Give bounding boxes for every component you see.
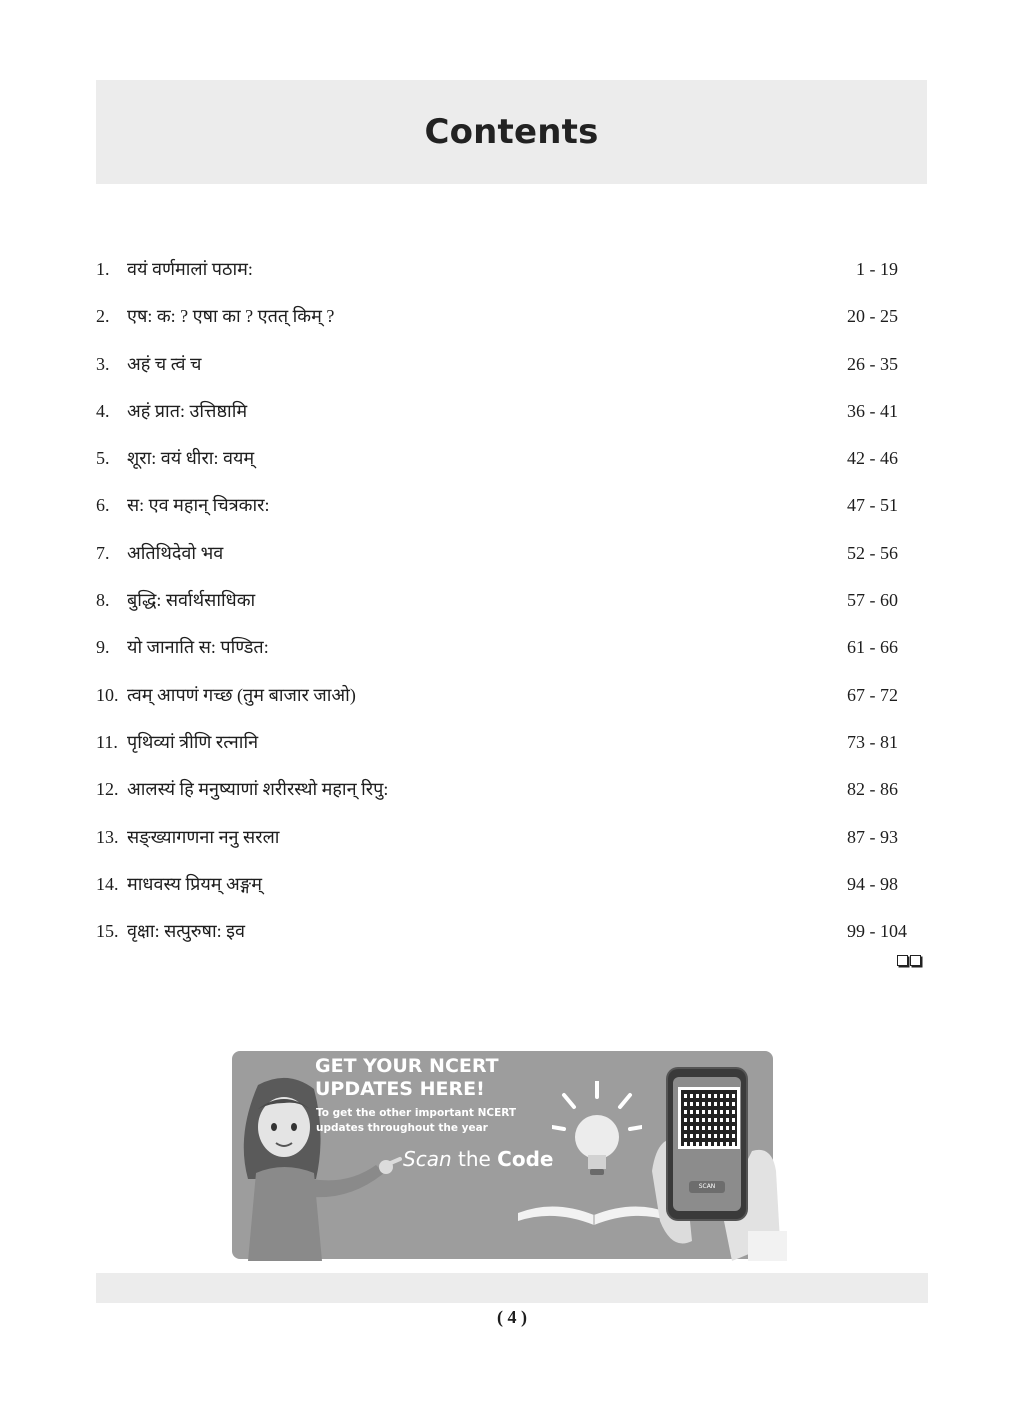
toc-row [96,719,916,766]
toc-title: अहं च त्वं च [127,353,202,374]
toc-number: 8. [96,590,110,611]
toc-title: सङ्ख्यागणना ननु सरला [127,826,280,847]
code-word: Code [497,1147,554,1171]
smartphone-icon [668,1069,746,1219]
header-band [96,80,927,184]
toc-title: अहं प्रात: उत्तिष्ठामि [127,400,248,421]
toc-number: 10. [96,684,119,705]
toc-row [96,814,916,861]
toc-row [96,530,916,577]
toc-pages: 61 - 66 [847,637,898,658]
toc-title: त्वम् आपणं गच्छ (तुम बाजार जाओ) [127,684,356,705]
footer-band [96,1273,928,1303]
toc-pages: 42 - 46 [847,448,898,469]
banner-subtext [316,1106,566,1136]
scan-word: Scan [403,1147,452,1171]
phone-screen [673,1077,741,1211]
toc-row [96,293,916,340]
toc-number: 3. [96,353,110,374]
toc-pages: 73 - 81 [847,731,898,752]
toc-number: 9. [96,637,110,658]
toc-title: एष: क: ? एषा का ? एतत् किम् ? [127,306,335,327]
page-title: Contents [424,112,599,152]
toc-row [96,577,916,624]
toc-title: बुद्धि: सर्वार्थसाधिका [127,590,256,611]
toc-row [96,766,916,813]
toc-pages: 1 - 19 [856,259,898,279]
toc-row [96,908,916,955]
toc-number: 4. [96,400,110,421]
toc-row [96,861,916,908]
toc-pages: 82 - 86 [847,779,898,800]
toc-pages: 36 - 41 [847,400,898,421]
toc-row [96,435,916,482]
toc-pages: 94 - 98 [847,873,898,894]
toc-title: शूरा: वयं धीरा: वयम् [127,448,255,469]
toc-row [96,341,916,388]
table-of-contents [96,246,916,955]
banner-subtext-line: updates throughout the year [316,1122,488,1134]
toc-row [96,388,916,435]
toc-pages: 47 - 51 [847,495,898,516]
toc-title: आलस्यं हि मनुष्याणां शरीरस्थो महान् रिपु: [127,779,389,800]
girl-illustration [218,1075,408,1261]
toc-row [96,246,916,293]
toc-title: माधवस्य प्रियम् अङ्गम् [127,873,262,894]
toc-pages: 67 - 72 [847,684,898,705]
toc-number: 6. [96,495,110,516]
ncert-updates-banner[interactable] [232,1051,773,1259]
toc-number: 2. [96,306,110,327]
toc-pages: 52 - 56 [847,542,898,563]
banner-headline-line: GET YOUR NCERT [315,1055,499,1077]
toc-number: 12. [96,779,119,800]
qr-code-icon[interactable] [678,1087,740,1149]
toc-number: 1. [96,259,110,279]
toc-number: 7. [96,542,110,563]
banner-subtext-line: To get the other important NCERT [316,1107,517,1119]
square-bullet-icon [910,955,921,966]
toc-number: 5. [96,448,110,469]
toc-number: 13. [96,826,119,847]
toc-row [96,482,916,529]
page-number: ( 4 ) [497,1307,527,1327]
toc-row [96,624,916,671]
banner-headline-line: UPDATES HERE! [315,1078,485,1100]
toc-title: यो जानाति स: पण्डित: [127,637,269,658]
square-bullet-icon [897,955,908,966]
toc-pages: 99 - 104 [847,921,907,942]
toc-number: 11. [96,731,118,752]
toc-pages: 87 - 93 [847,826,898,847]
the-word: the [451,1147,498,1171]
toc-number: 15. [96,921,119,942]
toc-pages: 26 - 35 [847,353,898,374]
toc-pages: 20 - 25 [847,306,898,327]
toc-title: अतिथिदेवो भव [127,542,224,563]
toc-title: पृथिव्यां त्रीणि रत्नानि [127,731,259,752]
scan-the-code-label [403,1147,553,1171]
toc-title: वयं वर्णमालां पठाम: [127,259,253,279]
toc-title: वृक्षा: सत्पुरुषा: इव [127,921,245,942]
toc-number: 14. [96,873,119,894]
toc-pages: 57 - 60 [847,590,898,611]
toc-row [96,672,916,719]
phone-scan-button[interactable]: SCAN [689,1181,725,1193]
open-book-icon [514,1169,674,1229]
toc-title: स: एव महान् चित्रकार: [127,495,270,516]
end-of-list-mark [897,955,921,966]
banner-headline [315,1055,575,1101]
